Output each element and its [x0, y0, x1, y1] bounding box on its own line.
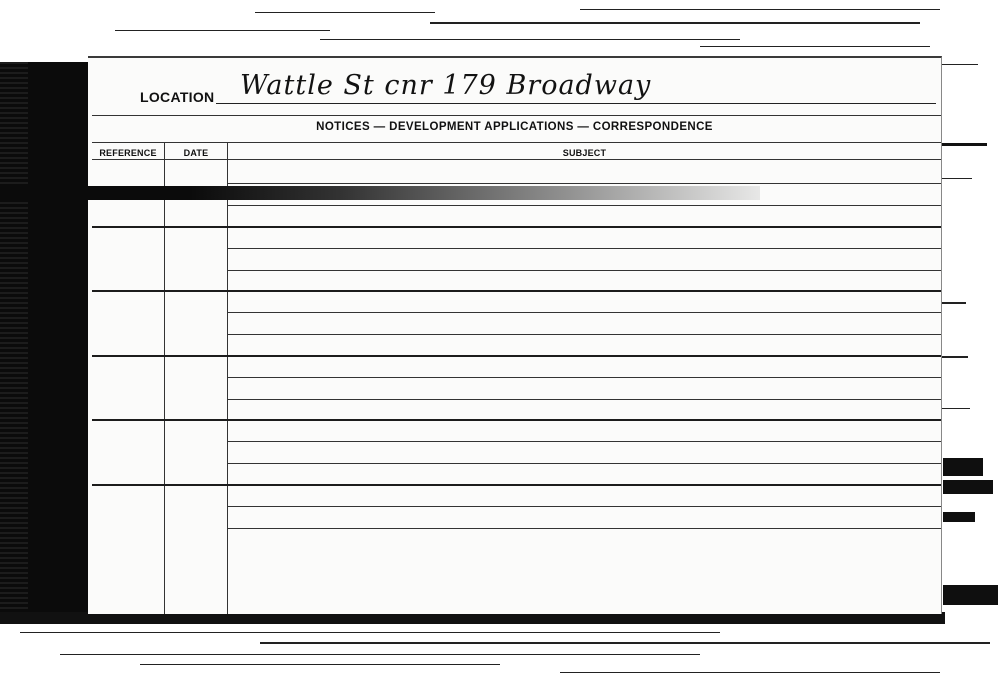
entry-separator	[92, 419, 941, 421]
entry-separator	[92, 484, 941, 486]
scan-noise	[0, 62, 28, 622]
header-top-rule	[92, 115, 941, 116]
scan-streak	[260, 642, 990, 644]
scan-streak	[430, 22, 920, 24]
column-header-subject: SUBJECT	[562, 148, 607, 158]
scan-streak	[560, 672, 940, 673]
column-divider-reference	[164, 142, 165, 614]
scan-streak	[942, 178, 972, 179]
subject-writing-line	[228, 334, 941, 335]
subject-writing-line	[228, 463, 941, 464]
scan-streak	[700, 46, 930, 47]
subject-writing-line	[228, 183, 941, 184]
scan-streak	[942, 64, 978, 65]
column-header-date: DATE	[183, 148, 209, 158]
scan-left-border	[0, 62, 88, 622]
index-card	[88, 56, 942, 614]
scan-streak	[942, 408, 970, 409]
scan-blot	[943, 512, 975, 522]
subject-writing-line	[228, 506, 941, 507]
scan-streak	[942, 356, 968, 358]
location-row	[140, 70, 910, 106]
subject-writing-line	[228, 205, 941, 206]
card-header-title: NOTICES — DEVELOPMENT APPLICATIONS — CORRESPONDENCE	[316, 121, 713, 133]
column-divider-date	[227, 142, 228, 614]
header-bottom-rule	[92, 142, 941, 143]
entry-separator	[92, 226, 941, 228]
location-handwritten-value: Wattle St cnr 179 Broadway	[240, 70, 652, 101]
scan-streak	[115, 30, 330, 31]
column-header-rule	[92, 159, 941, 160]
scan-streak	[320, 39, 740, 40]
subject-writing-line	[228, 312, 941, 313]
subject-writing-line	[228, 441, 941, 442]
scan-streak	[20, 632, 720, 633]
scan-streak	[942, 143, 987, 146]
location-label: LOCATION	[140, 89, 215, 105]
location-underline	[216, 103, 936, 104]
scan-streak	[942, 302, 966, 304]
card-body	[88, 58, 941, 614]
entry-separator	[92, 355, 941, 357]
entry-separator	[92, 290, 941, 292]
scan-blot	[943, 480, 993, 494]
column-header-reference: REFERENCE	[99, 148, 157, 158]
scan-streak	[60, 654, 700, 655]
scan-streak	[140, 664, 500, 665]
scan-blot	[943, 585, 998, 605]
scan-smear	[0, 186, 760, 200]
subject-writing-line	[228, 528, 941, 529]
subject-writing-line	[228, 399, 941, 400]
subject-writing-line	[228, 248, 941, 249]
subject-writing-line	[228, 377, 941, 378]
subject-writing-line	[228, 270, 941, 271]
scan-blot	[943, 458, 983, 476]
scan-streak	[255, 12, 435, 13]
scan-streak	[580, 9, 940, 10]
